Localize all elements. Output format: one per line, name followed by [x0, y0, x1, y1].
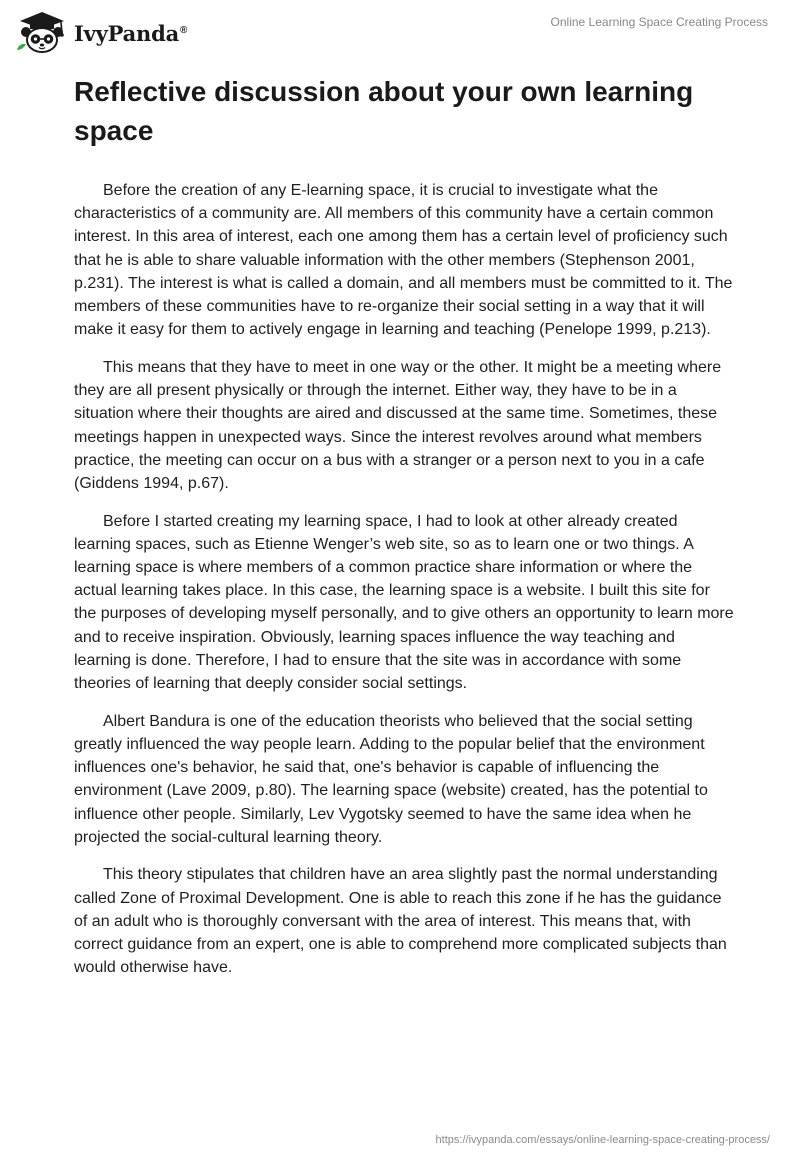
running-title: Online Learning Space Creating Process — [550, 15, 768, 29]
source-url[interactable]: https://ivypanda.com/essays/online-learning-space-creating-process/ — [435, 1134, 770, 1146]
paragraph-2: This means that they have to meet in one way or the other. It might be a meeting where they are all present physically or through the internet. Either way, they have to be in a situation where their thoughts are aired and discussed at the same time. Sometimes, these meetings happen in unexpected ways. Since the interest revolves around what members practice, the meeting can occur on a bus with a stranger or a person next to you in a cafe (Giddens 1994, p.67). — [74, 358, 722, 492]
brand-logo[interactable] — [14, 10, 187, 54]
paragraph-4: Albert Bandura is one of the education theorists who believed that the social setting greatly influenced the way people learn. Adding to the popular belief that the environment influences one's behavior, he said that, one's behavior is capable of influencing the environment (Lave 2009, p.80). The learning space (website) created, has the potential to influence other people. Similarly, Lev Vygotsky seemed to have the same idea when he projected the social-cultural learning theory. — [74, 712, 708, 846]
panda-graduation-cap-icon — [14, 10, 70, 54]
essay-body — [74, 72, 734, 994]
essay-title: Reflective discussion about your own learning space — [74, 76, 694, 146]
paragraph-5: This theory stipulates that children have an area slightly past the normal understanding called Zone of Proximal Development. One is able to reach this zone if he has the guidance of an adult who is thoroughly conversant with the area of interest. This means that, with correct guidance from an expert, one is able to comprehend more complicated subjects than would otherwise have. — [74, 866, 727, 977]
paragraph-3: Before I started creating my learning space, I had to look at other already created learning spaces, such as Etienne Wenger’s web site, so as to learn one or two things. A learning space is where members of a common practice share information or where the actual learning takes place. In this case, the learning space is a website. I built this site for the purposes of developing myself personally, and to give others an opportunity to learn more and to receive inspiration. Obviously, learning spaces influence the way teaching and learning is done. Therefore, I had to ensure that the site was in accordance with some theories of learning that deeply consider social settings. — [74, 512, 734, 693]
brand-name: IvyPanda® — [74, 20, 188, 46]
registered-mark: ® — [180, 24, 188, 36]
paragraph-1: Before the creation of any E-learning space, it is crucial to investigate what the characteristics of a community are. All members of this community have a certain common interest. In this area of interest, each one among them has a certain level of proficiency such that he is able to share valuable information with the other members (Stephenson 2001, p.231). The interest is what is called a domain, and all members must be committed to it. The members of these communities have to re-organize their social setting in a way that it will make it easy for them to actively engage in learning and teaching (Penelope 1999, p.213). — [74, 182, 733, 339]
